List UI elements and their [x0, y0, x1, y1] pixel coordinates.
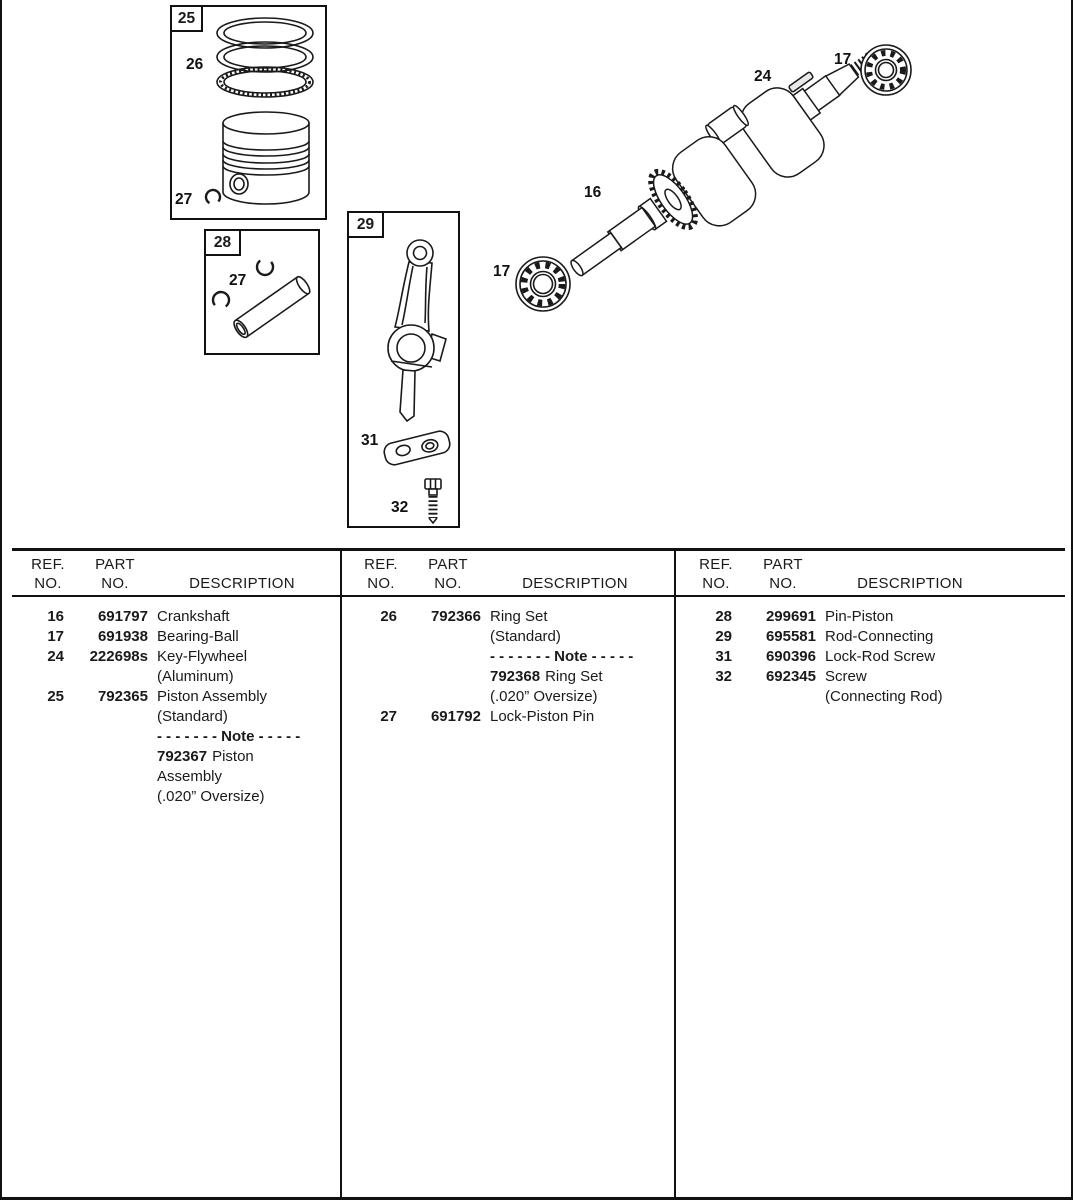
description: Lock-Piston Pin	[490, 708, 595, 725]
description: Piston	[212, 748, 254, 765]
table-row	[24, 627, 340, 647]
description-continued	[490, 667, 603, 687]
column-divider-1	[340, 549, 342, 1197]
description-header: DESCRIPTION	[857, 575, 963, 592]
ref-no: 29	[715, 628, 732, 645]
callout-27-b: 27	[229, 272, 247, 289]
description: Bearing-Ball	[157, 628, 239, 645]
callout-31: 31	[361, 432, 379, 449]
description: Rod-Connecting	[825, 628, 934, 645]
parts-list-column-3	[692, 607, 1008, 707]
table-row	[357, 627, 673, 647]
table-row	[357, 607, 673, 627]
description-continued: (.020” Oversize)	[157, 788, 265, 805]
parts-list-column-2	[357, 607, 673, 727]
callout-17-left: 17	[493, 263, 511, 280]
table-row	[357, 707, 673, 727]
ref-no: 16	[47, 608, 64, 625]
callout-17-right: 17	[834, 51, 852, 68]
part-no-header: PART NO.	[95, 556, 135, 592]
alt-part-no: 792368	[490, 668, 541, 685]
part-no: 792366	[430, 608, 481, 625]
table-row	[357, 667, 673, 687]
description: Ring Set	[490, 608, 548, 625]
part-no: 222698s	[89, 648, 148, 665]
description-continued: (Connecting Rod)	[825, 688, 943, 705]
callout-16: 16	[584, 184, 602, 201]
piston-ring-set-drawing	[217, 18, 313, 97]
description: Ring Set	[545, 668, 603, 685]
ref-no: 27	[380, 708, 397, 725]
note-line: - - - - - - - Note - - - - -	[490, 648, 634, 665]
part-no: 691938	[97, 628, 148, 645]
ref-no-header: REF. NO.	[699, 556, 733, 592]
part-no-header: PART NO.	[428, 556, 468, 592]
table-row	[692, 647, 1008, 667]
ref-no: 25	[47, 688, 64, 705]
description-continued: (.020” Oversize)	[490, 688, 598, 705]
table-row	[357, 687, 673, 707]
callout-26: 26	[186, 56, 204, 73]
table-row	[692, 607, 1008, 627]
table-header-col3	[692, 553, 994, 593]
ref-no-header: REF. NO.	[364, 556, 398, 592]
table-row	[24, 747, 340, 767]
ref-no: 32	[715, 668, 732, 685]
callout-box-25: 25	[170, 5, 203, 32]
table-row	[24, 787, 340, 807]
ball-bearing-right-drawing	[861, 45, 911, 95]
table-header-rule	[12, 595, 1065, 597]
callout-24: 24	[754, 68, 772, 85]
ref-no: 28	[715, 608, 732, 625]
table-row	[24, 647, 340, 667]
callout-box-28: 28	[204, 229, 241, 256]
table-top-rule	[12, 548, 1065, 551]
part-no-header: PART NO.	[763, 556, 803, 592]
table-row	[357, 647, 673, 667]
table-header-col1	[24, 553, 326, 593]
parts-list-column-1	[24, 607, 340, 807]
table-row	[24, 727, 340, 747]
description: Lock-Rod Screw	[825, 648, 936, 665]
connecting-rod-drawing	[388, 240, 446, 421]
rod-lock-plate-drawing	[382, 429, 451, 466]
ref-no: 26	[380, 608, 397, 625]
table-row	[24, 767, 340, 787]
table-row	[24, 607, 340, 627]
description-header: DESCRIPTION	[522, 575, 628, 592]
table-row	[692, 687, 1008, 707]
table-row	[24, 667, 340, 687]
part-no: 691792	[430, 708, 481, 725]
ref-no: 17	[47, 628, 64, 645]
part-no: 691797	[97, 608, 148, 625]
description: Screw	[825, 668, 867, 685]
description-continued: (Aluminum)	[157, 668, 234, 685]
callout-32: 32	[391, 499, 409, 516]
note-line: - - - - - - - Note - - - - -	[157, 728, 301, 745]
description-continued: (Standard)	[490, 628, 561, 645]
callout-27-a: 27	[175, 191, 193, 208]
column-divider-2	[674, 549, 676, 1197]
ref-no: 24	[47, 648, 64, 665]
pin-lock-clip-a-drawing	[203, 187, 222, 206]
description: Key-Flywheel	[157, 648, 248, 665]
table-header-col2	[357, 553, 659, 593]
callout-box-29: 29	[347, 211, 384, 238]
diagram-canvas	[2, 0, 1073, 546]
table-row	[24, 707, 340, 727]
description: Piston Assembly	[157, 688, 268, 705]
table-row	[692, 627, 1008, 647]
description-continued: Assembly	[157, 768, 223, 785]
part-no: 792365	[97, 688, 148, 705]
ball-bearing-left-drawing	[516, 257, 570, 311]
table-row	[692, 667, 1008, 687]
exploded-parts-diagram	[2, 0, 1073, 546]
description: Crankshaft	[157, 608, 230, 625]
table-row	[24, 687, 340, 707]
description-continued: (Standard)	[157, 708, 228, 725]
rod-screw-drawing	[425, 479, 441, 523]
part-no: 692345	[765, 668, 816, 685]
alt-part-no: 792367	[157, 748, 208, 765]
ref-no-header: REF. NO.	[31, 556, 65, 592]
description: Pin-Piston	[825, 608, 894, 625]
piston-drawing	[223, 112, 309, 204]
part-no: 690396	[765, 648, 816, 665]
description-header: DESCRIPTION	[189, 575, 295, 592]
part-no: 695581	[765, 628, 816, 645]
description-continued	[157, 747, 254, 767]
ref-no: 31	[715, 648, 732, 665]
part-no: 299691	[765, 608, 816, 625]
